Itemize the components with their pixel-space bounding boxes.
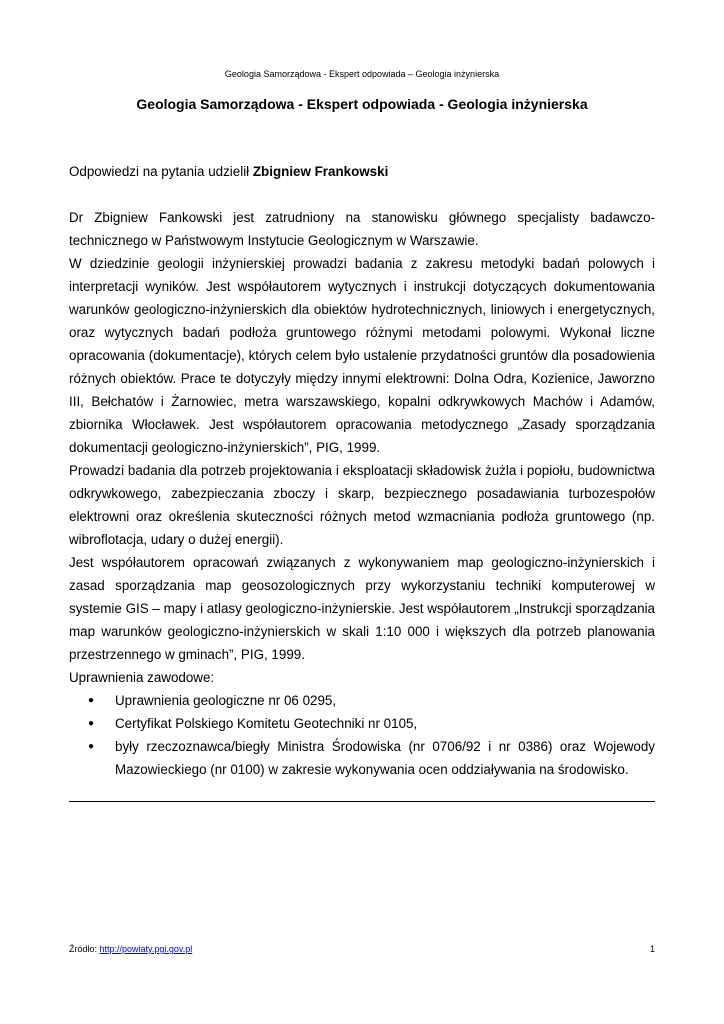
expert-name: Zbigniew Frankowski	[252, 164, 389, 179]
qualifications-heading: Uprawnienia zawodowe:	[69, 670, 215, 685]
intro-prefix: Odpowiedzi na pytania udzielił	[69, 164, 253, 179]
document-title: Geologia Samorządowa - Ekspert odpowiada - Geologia inżynierska	[136, 96, 588, 112]
paragraph-research: W dziedzinie geologii inżynierskiej prowadzi badania z zakresu metodyki badań polowych i interpretacji wyników. Jest współautorem wytycznych i instrukcji dotyczących dokumentowania warunków geologiczno-inżynierskich dla obiektów hydrotechnicznych, liniowych i energetycznych, oraz wytycznych badań podłoża gruntowego różnymi metodami polowymi. Wykonał liczne opracowania (dokumentacje), których celem było ustalenie przydatności gruntów dla posadowienia różnych obiektów. Prace te dotyczyły między innymi elektrowni: Dolna Odra, Kozienice, Jaworzno III, Bełchatów i Żarnowiec, metra warszawskiego, kopalni odkrywkowych Machów i Adamów, zbiornika Włocławek. Jest współautorem opracowania metodycznego „Zasady sporządzania dokumentacji geologiczno-inżynierskich”, PIG, 1999.	[69, 256, 655, 455]
horizontal-rule	[69, 801, 655, 802]
list-item-text: były rzeczoznawca/biegły Ministra Środowiska (nr 0706/92 i nr 0386) oraz Wojewody Mazowieckiego (nr 0100) w zakresie wykonywania ocen oddziaływania na środowisko.	[115, 739, 655, 777]
running-header: Geologia Samorządowa - Ekspert odpowiada – Geologia inżynierska	[224, 69, 500, 79]
list-item	[88, 735, 655, 781]
page-number: 1	[649, 944, 655, 954]
paragraph-projects: Prowadzi badania dla potrzeb projektowania i eksploatacji składowisk żużla i popiołu, budownictwa odkrywkowego, zabezpieczania zboczy i skarp, bezpiecznego posadawiania turbozespołów elektrowni oraz określenia skuteczności różnych metod wzmacniania podłoża gruntowego (np. wibroflotacja, udary o dużej energii).	[69, 463, 655, 547]
paragraph-maps: Jest współautorem opracowań związanych z wykonywaniem map geologiczno-inżynierskich i zasad sporządzania map geosozologicznych przy wykorzystaniu techniki komputerowej w systemie GIS – mapy i atlasy geologiczno-inżynierskie. Jest współautorem „Instrukcji sporządzania map warunków geologiczno-inżynierskich w skali 1:10 000 i większych dla potrzeb planowania przestrzennego w gminach”, PIG, 1999.	[69, 555, 655, 662]
footer-source-label: Źródło:	[69, 944, 100, 954]
list-item	[88, 689, 655, 712]
bullet-icon: ●	[88, 741, 95, 752]
bullet-icon: ●	[88, 718, 95, 729]
paragraph-employment: Dr Zbigniew Fankowski jest zatrudniony na stanowisku głównego specjalisty badawczo-technicznego w Państwowym Instytucie Geologicznym w Warszawie.	[69, 210, 655, 248]
list-item-text: Uprawnienia geologiczne nr 06 0295,	[115, 693, 337, 708]
document-body	[69, 160, 655, 781]
list-item-text: Certyfikat Polskiego Komitetu Geotechniki nr 0105,	[115, 716, 418, 731]
source-link[interactable]: http://powiaty.pgi.gov.pl	[99, 944, 193, 954]
page-footer	[69, 943, 655, 955]
bullet-icon: ●	[88, 695, 95, 706]
qualifications-list	[69, 689, 655, 781]
intro-line	[69, 160, 655, 183]
list-item	[88, 712, 655, 735]
